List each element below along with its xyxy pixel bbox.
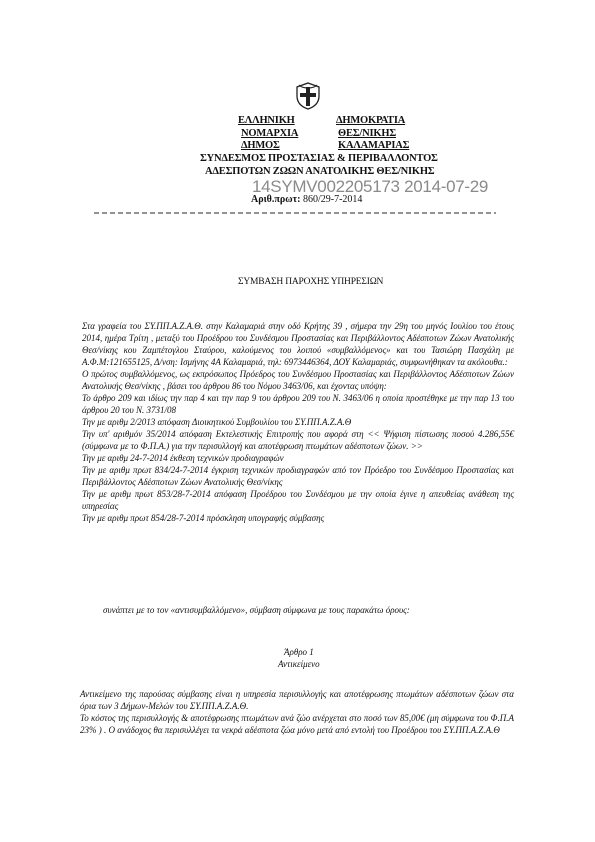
paragraph: Το άρθρο 209 και ιδίως την παρ 4 και την παρ 9 του άρθρου 209 του Ν. 3463/06 η οποία προστέθηκε με την παρ 13 του άρθρου 20 του Ν. 3731/08 — [82, 393, 514, 415]
header-country-2: ΔΗΜΟΚΡΑΤΙΑ — [336, 115, 406, 126]
protocol-value: 860/29-7-2014 — [302, 194, 363, 205]
contract-intro-line: συνάπτει με το τον «αντισυμβαλλόμενο», σύμβαση σύμφωνα με τους παρακάτω όρους: — [103, 605, 410, 615]
paragraph: Αντικείμενο της παρούσας σύμβασης είναι η υπηρεσία περισυλλογής και αποτέφρωσης πτωμάτων αδέσποτων ζώων στα όρια των 3 Δήμων-Μελών του ΣΥ.ΠΠ.Α.Ζ.Α.Θ. — [80, 689, 514, 711]
paragraph: Την με αριθμ πρωτ 854/28-7-2014 πρόσκληση υπογραφής σύμβασης — [82, 513, 325, 523]
header-municipality-name: ΚΑΛΑΜΑΡΙΑΣ — [338, 140, 410, 151]
header-municipality: ΔΗΜΟΣ — [241, 140, 280, 151]
paragraph: Την με αριθμ 24-7-2014 έκθεση τεχνικών προδιαγραφών — [82, 453, 284, 463]
separator-line — [94, 212, 496, 214]
organization-name-line1: ΣΥΝΔΕΣΜΟΣ ΠΡΟΣΤΑΣΙΑΣ & ΠΕΡΙΒΑΛΛΟΝΤΟΣ — [200, 153, 438, 164]
ada-stamp: 14SYMV002205173 2014-07-29 — [252, 177, 489, 196]
paragraph: Την με αριθμ 2/2013 απόφαση Διοικητικού Συμβουλίου του ΣΥ.ΠΠ.Α.Ζ.Α.Θ — [82, 417, 352, 427]
article-body — [80, 688, 514, 736]
paragraph: Την με αριθμ πρωτ 853/28-7-2014 απόφαση Προέδρου του Συνδέσμου με την οποία έγινε η απευθείας ανάθεση της υπηρεσίας — [82, 489, 514, 511]
paragraph: Την υπ' αριθμόν 35/2014 απόφαση Εκτελεστικής Επιτροπής που αφορά στη << Ψήφιση πίστωσης ποσού 4.286,55€ (σύμφωνα με το Φ.Π.Α.) για την περισυλλογή και αποτέφρωση πτωμάτων αδέσποτων ζώων. >> — [82, 429, 514, 451]
paragraph: Στα γραφεία του ΣΥ.ΠΠ.Α.Ζ.Α.Θ. στην Καλαμαριά στην οδό Κρήτης 39 , σήμερα την 29η του μηνός Ιουλίου του έτους 2014, ημέρα Τρίτη , μεταξύ του Προέδρου του Συνδέσμου Προστασίας και Περιβάλλοντος Αδέσποτων Ζώων Ανατολικής Θεσ/νίκης κου Ζαμπέτογλου Σταύρου, καλούμενος του λοιπού «συμβαλλόμενος» και του Τασιώρη Πασχάλη με Α.Φ.Μ:121655125, Δ/νση: Ισμήνης 4Α Καλαμαριά, τηλ: 6973446364, ΔΟΥ Καλαμαριάς, συμφωνήθηκαν τα ακόλουθα.: — [82, 321, 514, 367]
paragraph: Το κόστος της περισυλλογής & αποτέφρωσης πτωμάτων ανά ζώο ανέρχεται στο ποσό των 85,00€ (μη σύμφωνα του Φ.Π.Α 23% ) . Ο ανάδοχος θα περισυλλέγει τα νεκρά αδέσποτα ζώα μόνο μετά από εντολή του Προέδρου του ΣΥ.ΠΠ.Α.Ζ.Α.Θ — [80, 713, 514, 735]
greek-emblem-icon — [295, 82, 321, 110]
organization-name-line2: ΑΔΕΣΠΟΤΩΝ ΖΩΩΝ ΑΝΑΤΟΛΙΚΗΣ ΘΕΣ/ΝΙΚΗΣ — [205, 166, 435, 177]
protocol-label: Αριθ.πρωτ: — [251, 194, 301, 205]
document-title: ΣΥΜΒΑΣΗ ΠΑΡΟΧΗΣ ΥΠΗΡΕΣΙΩΝ — [238, 277, 384, 287]
paragraph: Ο πρώτος συμβαλλόμενος, ως εκπρόσωπος Πρόεδρος του Συνδέσμου Προστασίας και Περιβάλλοντος Αδέσποτων Ζώων Ανατολικής Θεσ/νίκης , βάσει του άρθρου 86 του Νόμου 3463/06, και έχοντας υπόψη: — [82, 369, 514, 391]
header-country: ΕΛΛΗΝΙΚΗ — [238, 115, 295, 126]
article-number: Άρθρο 1 — [284, 647, 314, 657]
protocol-number — [251, 194, 362, 205]
article-heading: Αντικείμενο — [278, 659, 320, 669]
header-prefecture: ΝΟΜΑΡΧΙΑ — [241, 128, 299, 139]
paragraph: Την με αριθμ πρωτ 834/24-7-2014 έγκριση τεχνικών προδιαγραφών από τον Πρόεδρο του Συνδέσμου Προστασίας και Περιβάλλοντος Αδέσποτων Ζώων Ανατολικής Θεσ/νίκης — [82, 465, 514, 487]
contract-preamble — [82, 320, 514, 524]
header-prefecture-name: ΘΕΣ/ΝΙΚΗΣ — [338, 128, 397, 139]
